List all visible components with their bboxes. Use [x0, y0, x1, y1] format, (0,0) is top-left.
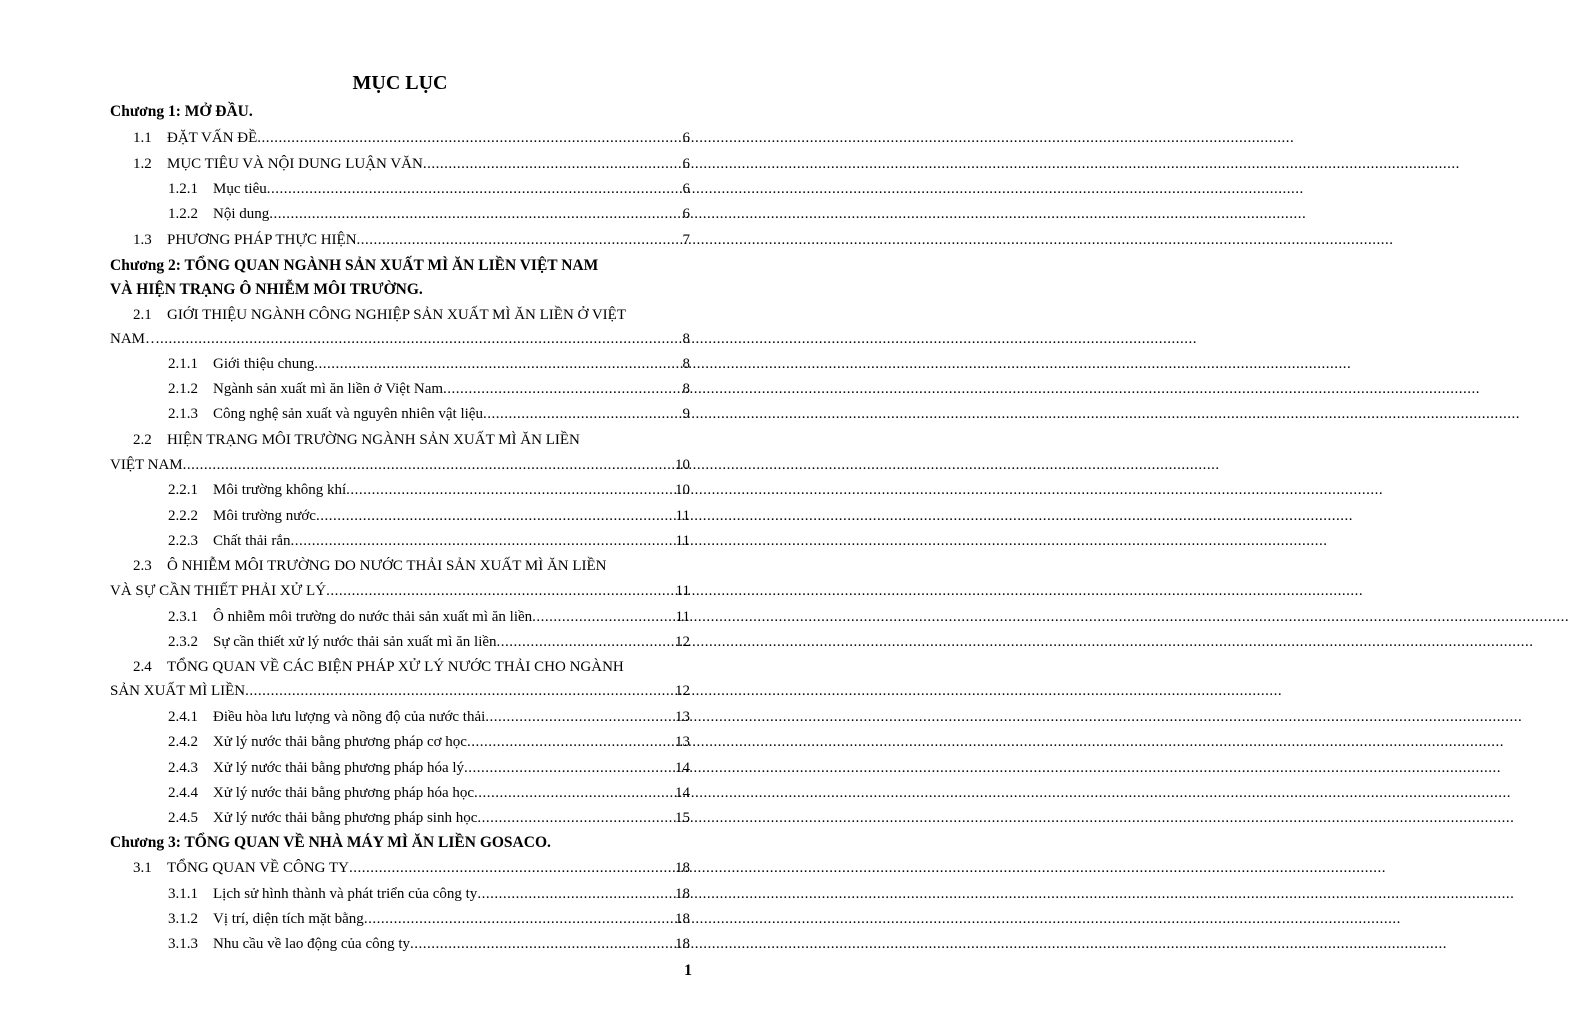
toc-entry-title: Chất thải rắn — [213, 533, 291, 549]
toc-entry-page: 8 — [682, 331, 690, 347]
toc-entry — [168, 607, 690, 627]
toc-entry-number: 1.2 — [133, 156, 152, 172]
toc-entry-title: Môi trường nước — [213, 508, 316, 524]
toc-entry-number: 2.1.1 — [168, 356, 198, 372]
leader-dots — [477, 808, 675, 828]
leader-dots — [410, 934, 675, 954]
toc-entry-title: Xử lý nước thải bằng phương pháp hóa lý — [213, 760, 465, 776]
leader-dots — [364, 909, 675, 929]
leader-dots — [290, 531, 675, 551]
toc-entry — [133, 230, 690, 250]
toc-entry-number: 1.1 — [133, 130, 152, 146]
toc-entry-title-continued: VIỆT NAM — [110, 457, 183, 473]
toc-entry — [168, 632, 690, 652]
toc-entry — [168, 480, 690, 500]
toc-entry — [168, 404, 690, 424]
leader-dots — [183, 455, 675, 475]
toc-entry-number: 2.1 — [133, 307, 152, 323]
toc-entry-page: 14 — [675, 785, 690, 801]
toc-entry-page: 18 — [675, 911, 690, 927]
page-title: MỤC LỤC — [352, 72, 448, 94]
toc-entry-number: 2.4.2 — [168, 734, 198, 750]
toc-entry-number: 1.3 — [133, 232, 152, 248]
toc-entry — [168, 732, 690, 752]
leader-dots — [357, 230, 683, 250]
chapter-heading: Chương 2: TỔNG QUAN NGÀNH SẢN XUẤT MÌ ĂN LIỀN VIỆT NAM — [110, 257, 599, 274]
toc-entry-title: Xử lý nước thải bằng phương pháp sinh học — [213, 810, 478, 826]
toc-entry-number: 2.1.2 — [168, 381, 198, 397]
toc-entry-number: 3.1 — [133, 860, 152, 876]
toc-entry-title: Ô nhiễm môi trường do nước thải sản xuất mì ăn liền — [213, 609, 533, 625]
toc-entry-number: 2.4.4 — [168, 785, 198, 801]
leader-dots — [245, 681, 675, 701]
toc-entry-number: 2.4.1 — [168, 709, 198, 725]
toc-entry-page: 15 — [675, 810, 690, 826]
toc-entry-title: PHƯƠNG PHÁP THỰC HIỆN — [167, 232, 357, 248]
leader-dots — [485, 707, 675, 727]
chapter-heading: Chương 1: MỞ ĐẦU. — [110, 103, 253, 120]
leader-dots — [464, 758, 675, 778]
toc-entry — [168, 204, 690, 224]
leader-dots — [467, 732, 675, 752]
toc-entry — [133, 430, 690, 450]
leader-dots — [349, 858, 675, 878]
table-of-contents — [0, 0, 768, 1024]
toc-entry — [133, 128, 690, 148]
toc-entry-page: 12 — [675, 634, 690, 650]
toc-entry-number: 2.3.1 — [168, 609, 198, 625]
toc-entry — [133, 657, 690, 677]
toc-entry-number: 2.2.1 — [168, 482, 198, 498]
toc-entry — [168, 884, 690, 904]
toc-entry-page: 6 — [682, 156, 690, 172]
toc-entry-page: 8 — [682, 356, 690, 372]
toc-entry-page: 13 — [675, 734, 690, 750]
toc-entry-title: Công nghệ sản xuất và nguyên nhiên vật liệu — [213, 406, 483, 422]
toc-entry-title: TỔNG QUAN VỀ CÁC BIỆN PHÁP XỬ LÝ NƯỚC THẢI CHO NGÀNH — [167, 659, 624, 675]
leader-dots — [423, 154, 683, 174]
toc-entry-number: 2.3.2 — [168, 634, 198, 650]
toc-entry-title: Xử lý nước thải bằng phương pháp cơ học — [213, 734, 467, 750]
toc-entry-title-continued: VÀ SỰ CẦN THIẾT PHẢI XỬ LÝ — [110, 583, 327, 599]
toc-entry — [168, 506, 690, 526]
toc-entry — [168, 783, 690, 803]
leader-dots — [314, 354, 682, 374]
toc-entry — [168, 354, 690, 374]
chapter-heading: Chương 3: TỔNG QUAN VỀ NHÀ MÁY MÌ ĂN LIỀN GOSACO. — [110, 834, 551, 851]
toc-entry-title-continued: NAM… — [110, 331, 161, 347]
toc-entry-continuation — [110, 681, 690, 701]
toc-entry — [168, 758, 690, 778]
leader-dots — [316, 506, 676, 526]
toc-entry-title: Sự cần thiết xử lý nước thải sản xuất mì ăn liền — [213, 634, 497, 650]
toc-entry-continuation — [110, 581, 690, 601]
leader-dots — [443, 379, 682, 399]
toc-entry-number: 2.4.3 — [168, 760, 198, 776]
toc-entry-page: 11 — [675, 609, 690, 625]
toc-entry-title: GIỚI THIỆU NGÀNH CÔNG NGHIỆP SẢN XUẤT MÌ ĂN LIỀN Ở VIỆT — [167, 307, 626, 323]
toc-entry-page: 11 — [675, 533, 690, 549]
chapter-heading-continued: VÀ HIỆN TRẠNG Ô NHIỄM MÔI TRƯỜNG. — [110, 281, 423, 298]
toc-entry-title: MỤC TIÊU VÀ NỘI DUNG LUẬN VĂN — [167, 156, 423, 172]
toc-entry-title: Lịch sử hình thành và phát triển của công ty — [213, 886, 478, 902]
toc-entry-page: 18 — [675, 936, 690, 952]
page-number: 1 — [684, 962, 692, 979]
toc-entry — [168, 707, 690, 727]
toc-entry-title: Xử lý nước thải bằng phương pháp hóa học — [213, 785, 475, 801]
toc-entry-title: Ô NHIỄM MÔI TRƯỜNG DO NƯỚC THẢI SẢN XUẤT MÌ ĂN LIỀN — [167, 558, 607, 574]
leader-dots — [477, 884, 675, 904]
toc-entry-page: 6 — [682, 130, 690, 146]
toc-entry-title: Môi trường không khí — [213, 482, 347, 498]
toc-entry-number: 1.2.1 — [168, 181, 198, 197]
toc-entry-number: 2.1.3 — [168, 406, 198, 422]
toc-entry-page: 6 — [682, 181, 690, 197]
toc-entry-title: Vị trí, diện tích mặt bằng — [213, 911, 364, 927]
toc-entry-page: 11 — [675, 583, 690, 599]
toc-entry-title: ĐẶT VẤN ĐỀ — [167, 130, 258, 146]
toc-entry-continuation — [110, 455, 690, 475]
toc-entry-number: 3.1.2 — [168, 911, 198, 927]
toc-entry — [168, 808, 690, 828]
toc-entry-title: Điều hòa lưu lượng và nồng độ của nước thải — [213, 709, 486, 725]
toc-entry — [168, 909, 690, 929]
leader-dots — [267, 179, 683, 199]
toc-entry-page: 10 — [675, 457, 690, 473]
toc-entry-title: Nội dung — [213, 206, 270, 222]
toc-entry-title: Ngành sản xuất mì ăn liền ở Việt Nam — [213, 381, 444, 397]
leader-dots — [532, 607, 675, 627]
toc-entry-number: 1.2.2 — [168, 206, 198, 222]
toc-entry — [133, 154, 690, 174]
toc-entry — [133, 556, 690, 576]
toc-entry — [168, 934, 690, 954]
toc-entry-number: 2.2.2 — [168, 508, 198, 524]
leader-dots — [160, 329, 682, 349]
toc-entry — [133, 858, 690, 878]
leader-dots — [483, 404, 683, 424]
leader-dots — [346, 480, 675, 500]
document-page — [0, 0, 768, 1024]
toc-entry-number: 2.2 — [133, 432, 152, 448]
toc-entry-page: 12 — [675, 683, 690, 699]
toc-entry-page: 9 — [682, 406, 690, 422]
toc-entry-number: 3.1.1 — [168, 886, 198, 902]
toc-entry-continuation — [110, 329, 690, 349]
toc-entry-title: HIỆN TRẠNG MÔI TRƯỜNG NGÀNH SẢN XUẤT MÌ ĂN LIỀN — [167, 432, 580, 448]
toc-entry-page: 13 — [675, 709, 690, 725]
toc-entry-number: 2.3 — [133, 558, 152, 574]
leader-dots — [257, 128, 682, 148]
toc-entry-title: Nhu cầu về lao động của công ty — [213, 936, 411, 952]
toc-entry-number: 2.4 — [133, 659, 152, 675]
toc-entry-title: Mục tiêu — [213, 181, 267, 197]
toc-entry-title-continued: SẢN XUẤT MÌ LIỀN — [110, 683, 246, 699]
toc-entry-number: 2.4.5 — [168, 810, 198, 826]
leader-dots — [474, 783, 675, 803]
toc-entry — [133, 305, 690, 325]
leader-dots — [269, 204, 682, 224]
toc-entry-page: 14 — [675, 760, 690, 776]
leader-dots — [326, 581, 675, 601]
leader-dots — [497, 632, 675, 652]
toc-entry — [168, 379, 690, 399]
toc-entry-page: 11 — [675, 508, 690, 524]
toc-entry-number: 3.1.3 — [168, 936, 198, 952]
toc-entry-page: 8 — [682, 381, 690, 397]
toc-entry-title: TỔNG QUAN VỀ CÔNG TY — [167, 860, 349, 876]
toc-entry-page: 18 — [675, 886, 690, 902]
toc-entry-title: Giới thiệu chung — [213, 356, 315, 372]
toc-entry-page: 18 — [675, 860, 690, 876]
toc-entry-page: 6 — [682, 206, 690, 222]
toc-entry-page: 7 — [682, 232, 690, 248]
toc-entry — [168, 179, 690, 199]
toc-entry — [168, 531, 690, 551]
toc-entry-page: 10 — [675, 482, 690, 498]
toc-entry-number: 2.2.3 — [168, 533, 198, 549]
